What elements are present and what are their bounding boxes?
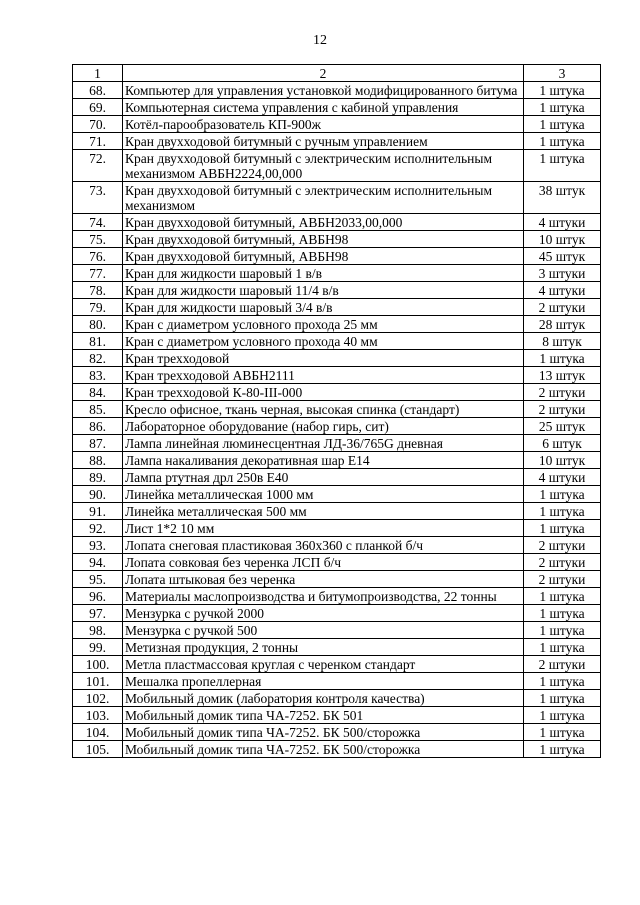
item-quantity: 1 штука <box>524 99 601 116</box>
item-quantity: 1 штука <box>524 486 601 503</box>
item-name: Лабораторное оборудование (набор гирь, сит) <box>123 418 524 435</box>
item-name: Кран с диаметром условного прохода 25 мм <box>123 316 524 333</box>
item-quantity: 2 штуки <box>524 384 601 401</box>
item-name: Кран двухходовой битумный, АВБН98 <box>123 231 524 248</box>
row-number: 86. <box>73 418 123 435</box>
column-header-name: 2 <box>123 65 524 82</box>
item-quantity: 2 штуки <box>524 401 601 418</box>
item-quantity: 38 штук <box>524 182 601 214</box>
item-name: Мобильный домик типа ЧА-7252. БК 501 <box>123 707 524 724</box>
item-quantity: 1 штука <box>524 690 601 707</box>
item-quantity: 3 штуки <box>524 265 601 282</box>
table-row <box>73 367 601 384</box>
item-quantity: 1 штука <box>524 150 601 182</box>
item-name: Мобильный домик типа ЧА-7252. БК 500/сторожка <box>123 724 524 741</box>
row-number: 78. <box>73 282 123 299</box>
table-row <box>73 554 601 571</box>
row-number: 105. <box>73 741 123 758</box>
item-quantity: 1 штука <box>524 741 601 758</box>
row-number: 85. <box>73 401 123 418</box>
item-name: Кран трехходовой <box>123 350 524 367</box>
row-number: 97. <box>73 605 123 622</box>
item-name: Мобильный домик типа ЧА-7252. БК 500/сторожка <box>123 741 524 758</box>
item-name: Лопата снеговая пластиковая 360х360 с планкой б/ч <box>123 537 524 554</box>
row-number: 87. <box>73 435 123 452</box>
row-number: 94. <box>73 554 123 571</box>
row-number: 99. <box>73 639 123 656</box>
table-row <box>73 588 601 605</box>
item-quantity: 8 штук <box>524 333 601 350</box>
item-name: Кран для жидкости шаровый 11/4 в/в <box>123 282 524 299</box>
item-quantity: 4 штуки <box>524 469 601 486</box>
item-name: Мешалка пропеллерная <box>123 673 524 690</box>
table-row <box>73 82 601 99</box>
table-row <box>73 537 601 554</box>
item-name: Компьютерная система управления с кабиной управления <box>123 99 524 116</box>
item-name: Кран двухходовой битумный с ручным управлением <box>123 133 524 150</box>
row-number: 89. <box>73 469 123 486</box>
row-number: 101. <box>73 673 123 690</box>
column-header-quantity: 3 <box>524 65 601 82</box>
row-number: 72. <box>73 150 123 182</box>
row-number: 82. <box>73 350 123 367</box>
row-number: 103. <box>73 707 123 724</box>
column-header-number: 1 <box>73 65 123 82</box>
row-number: 98. <box>73 622 123 639</box>
table-row <box>73 503 601 520</box>
table-row <box>73 265 601 282</box>
item-name: Лист 1*2 10 мм <box>123 520 524 537</box>
table-row <box>73 182 601 214</box>
item-quantity: 1 штука <box>524 503 601 520</box>
table-row <box>73 150 601 182</box>
table-row <box>73 741 601 758</box>
item-name: Мензурка с ручкой 2000 <box>123 605 524 622</box>
item-quantity: 6 штук <box>524 435 601 452</box>
table-row <box>73 401 601 418</box>
row-number: 102. <box>73 690 123 707</box>
item-quantity: 2 штуки <box>524 299 601 316</box>
table-row <box>73 350 601 367</box>
item-name: Кран двухходовой битумный, АВБН98 <box>123 248 524 265</box>
table-row <box>73 99 601 116</box>
item-quantity: 2 штуки <box>524 537 601 554</box>
table-row <box>73 418 601 435</box>
row-number: 69. <box>73 99 123 116</box>
row-number: 79. <box>73 299 123 316</box>
row-number: 76. <box>73 248 123 265</box>
table-row <box>73 469 601 486</box>
table-row <box>73 116 601 133</box>
item-quantity: 28 штук <box>524 316 601 333</box>
table-row <box>73 214 601 231</box>
row-number: 96. <box>73 588 123 605</box>
item-quantity: 1 штука <box>524 82 601 99</box>
table-row <box>73 571 601 588</box>
table-header-row <box>73 65 601 82</box>
item-quantity: 1 штука <box>524 520 601 537</box>
item-quantity: 1 штука <box>524 133 601 150</box>
item-name: Метла пластмассовая круглая с черенком стандарт <box>123 656 524 673</box>
item-quantity: 13 штук <box>524 367 601 384</box>
item-quantity: 10 штук <box>524 231 601 248</box>
item-name: Лопата штыковая без черенка <box>123 571 524 588</box>
item-name: Мобильный домик (лаборатория контроля качества) <box>123 690 524 707</box>
item-name: Метизная продукция, 2 тонны <box>123 639 524 656</box>
item-name: Кран трехходовой К-80-III-000 <box>123 384 524 401</box>
item-name: Лопата совковая без черенка ЛСП б/ч <box>123 554 524 571</box>
item-name: Материалы маслопроизводства и битумопроизводства, 22 тонны <box>123 588 524 605</box>
row-number: 77. <box>73 265 123 282</box>
table-row <box>73 486 601 503</box>
item-quantity: 1 штука <box>524 639 601 656</box>
item-name: Линейка металлическая 500 мм <box>123 503 524 520</box>
table-row <box>73 707 601 724</box>
row-number: 75. <box>73 231 123 248</box>
table-row <box>73 316 601 333</box>
row-number: 92. <box>73 520 123 537</box>
table-row <box>73 231 601 248</box>
item-name: Котёл-парообразователь КП-900ж <box>123 116 524 133</box>
item-quantity: 1 штука <box>524 116 601 133</box>
row-number: 104. <box>73 724 123 741</box>
table-row <box>73 282 601 299</box>
row-number: 100. <box>73 656 123 673</box>
row-number: 81. <box>73 333 123 350</box>
row-number: 80. <box>73 316 123 333</box>
item-name: Лампа накаливания декоративная шар Е14 <box>123 452 524 469</box>
item-name: Лампа линейная люминесцентная ЛД-36/765G дневная <box>123 435 524 452</box>
row-number: 71. <box>73 133 123 150</box>
table-row <box>73 656 601 673</box>
item-name: Мензурка с ручкой 500 <box>123 622 524 639</box>
page-number: 12 <box>313 33 327 48</box>
row-number: 74. <box>73 214 123 231</box>
item-name: Компьютер для управления установкой модифицированного битума <box>123 82 524 99</box>
item-quantity: 2 штуки <box>524 571 601 588</box>
item-name: Линейка металлическая 1000 мм <box>123 486 524 503</box>
item-name: Кран трехходовой АВБН2111 <box>123 367 524 384</box>
item-quantity: 45 штук <box>524 248 601 265</box>
row-number: 83. <box>73 367 123 384</box>
table-row <box>73 299 601 316</box>
row-number: 84. <box>73 384 123 401</box>
item-quantity: 1 штука <box>524 707 601 724</box>
item-quantity: 1 штука <box>524 673 601 690</box>
table-row <box>73 248 601 265</box>
item-quantity: 2 штуки <box>524 656 601 673</box>
table-row <box>73 690 601 707</box>
item-quantity: 25 штук <box>524 418 601 435</box>
row-number: 70. <box>73 116 123 133</box>
item-name: Кран двухходовой битумный с электрическим исполнительным механизмом <box>123 182 524 214</box>
item-name: Кран двухходовой битумный, АВБН2033,00,000 <box>123 214 524 231</box>
row-number: 73. <box>73 182 123 214</box>
item-name: Кран для жидкости шаровый 1 в/в <box>123 265 524 282</box>
item-quantity: 10 штук <box>524 452 601 469</box>
table-row <box>73 333 601 350</box>
row-number: 93. <box>73 537 123 554</box>
table-row <box>73 605 601 622</box>
inventory-table <box>72 64 601 758</box>
inventory-table-body <box>73 65 601 758</box>
row-number: 68. <box>73 82 123 99</box>
item-name: Кресло офисное, ткань черная, высокая спинка (стандарт) <box>123 401 524 418</box>
item-quantity: 1 штука <box>524 588 601 605</box>
row-number: 95. <box>73 571 123 588</box>
item-quantity: 1 штука <box>524 622 601 639</box>
table-row <box>73 435 601 452</box>
table-row <box>73 452 601 469</box>
table-row <box>73 639 601 656</box>
table-row <box>73 133 601 150</box>
table-row <box>73 384 601 401</box>
table-row <box>73 724 601 741</box>
item-quantity: 2 штуки <box>524 554 601 571</box>
table-row <box>73 520 601 537</box>
item-name: Кран для жидкости шаровый 3/4 в/в <box>123 299 524 316</box>
table-row <box>73 622 601 639</box>
item-name: Кран двухходовой битумный с электрическим исполнительным механизмом АВБН2224,00,000 <box>123 150 524 182</box>
row-number: 88. <box>73 452 123 469</box>
item-name: Кран с диаметром условного прохода 40 мм <box>123 333 524 350</box>
row-number: 91. <box>73 503 123 520</box>
item-name: Лампа ртутная дрл 250в Е40 <box>123 469 524 486</box>
item-quantity: 1 штука <box>524 350 601 367</box>
row-number: 90. <box>73 486 123 503</box>
item-quantity: 4 штуки <box>524 282 601 299</box>
item-quantity: 1 штука <box>524 605 601 622</box>
item-quantity: 4 штуки <box>524 214 601 231</box>
item-quantity: 1 штука <box>524 724 601 741</box>
table-row <box>73 673 601 690</box>
